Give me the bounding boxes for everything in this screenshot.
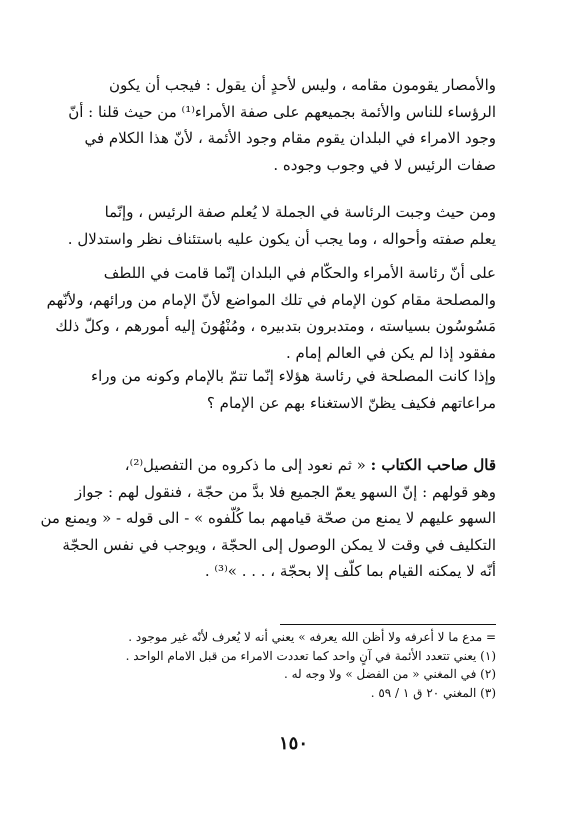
text-line: وإذا كانت المصلحة في رئاسة هؤلاء إنّما تتمّ بالإمام وكونه من وراء	[91, 367, 496, 385]
paragraph-3	[46, 260, 496, 366]
footnote: (٢) في المغني « من الفضل » ولا وجه له .	[283, 667, 496, 681]
paragraph-5	[40, 452, 496, 585]
text-line: السهو عليهم لا يمنع من صحّة قيامهم بما كُلّفوه » - الى قوله - « ويمنع من	[40, 509, 496, 527]
text-line: الرؤساء للناس والأئمة بجميعهم على صفة الأمراء⁽¹⁾ من حيث قلنا : أنّ	[68, 102, 496, 121]
text-line: والمصلحة مقام كون الإمام في تلك المواضع لأنّ الإمام من ورائهم، ولأنّهم	[46, 290, 496, 309]
text-line: وهو قولهم : إنّ السهو يعمّ الجميع فلا بدَّ من حجّة ، فنقول لهم : جواز	[74, 482, 496, 501]
footnotes	[120, 628, 496, 702]
paragraph-2	[67, 199, 496, 252]
footnote: (١) يعني تتعدد الأئمة في آنٍ واحد كما تعددت الامراء من قبل الامام الواحد .	[125, 648, 496, 663]
footnote-divider	[280, 624, 496, 625]
text-line: وجود الامراء في البلدان يقوم مقام وجود الأئمة ، لأنّ هذا الكلام في	[84, 129, 496, 147]
footnote: = مدع ما لا أعرفه ولا أظن الله يعرفه » يعني أنه لا يُعرف لأنّه غير موجود .	[128, 630, 496, 644]
text-line: صفات الرئيس لا في وجوب وجوده .	[273, 155, 496, 174]
text-line: يعلم صفته وأحواله ، وما يجب أن يكون عليه باستئناف نظر واستدلال .	[67, 229, 496, 248]
text-line: مفقود إذا لم يكن في العالم إمام .	[285, 343, 496, 362]
text-line: أنّه لا يمكنه القيام بما كلّف إلا بحجّة ، . . . »⁽³⁾ .	[204, 562, 496, 580]
quote-label: قال صاحب الكتاب :	[370, 456, 496, 474]
text-line: التكليف في وقت لا يمكن الوصول إلى الحجّة ، ويوجب في نفس الحجّة	[62, 535, 496, 554]
paragraph-4	[91, 363, 496, 416]
text-span: « ثم نعود إلى ما ذكروه من التفصيل⁽²⁾،	[124, 456, 366, 474]
paragraph-1	[68, 72, 496, 178]
text-line: مَسُوسُون بسياسته ، ومتدبرون بتدبيره ، ومُنْهُونَ إليه أمورهم ، وكلّ ذلك	[55, 317, 496, 335]
text-line: مراعاتهم فكيف يظنّ الاستغناء بهم عن الإمام ؟	[206, 393, 496, 412]
text-line: على أنّ رئاسة الأمراء والحكّام في البلدان إنّما قامت في اللطف	[103, 264, 496, 282]
text-line	[96, 452, 496, 479]
page-number: ١٥٠	[278, 733, 308, 754]
text-line: والأمصار يقومون مقامه ، وليس لأحدٍ أن يقول : فيجب أن يكون	[108, 76, 496, 94]
text-line: ومن حيث وجبت الرئاسة في الجملة لا يُعلم صفة الرئيس ، وإنّما	[104, 203, 496, 221]
footnote: (٣) المغني ٢٠ ق ١ / ٥٩ .	[370, 685, 496, 700]
